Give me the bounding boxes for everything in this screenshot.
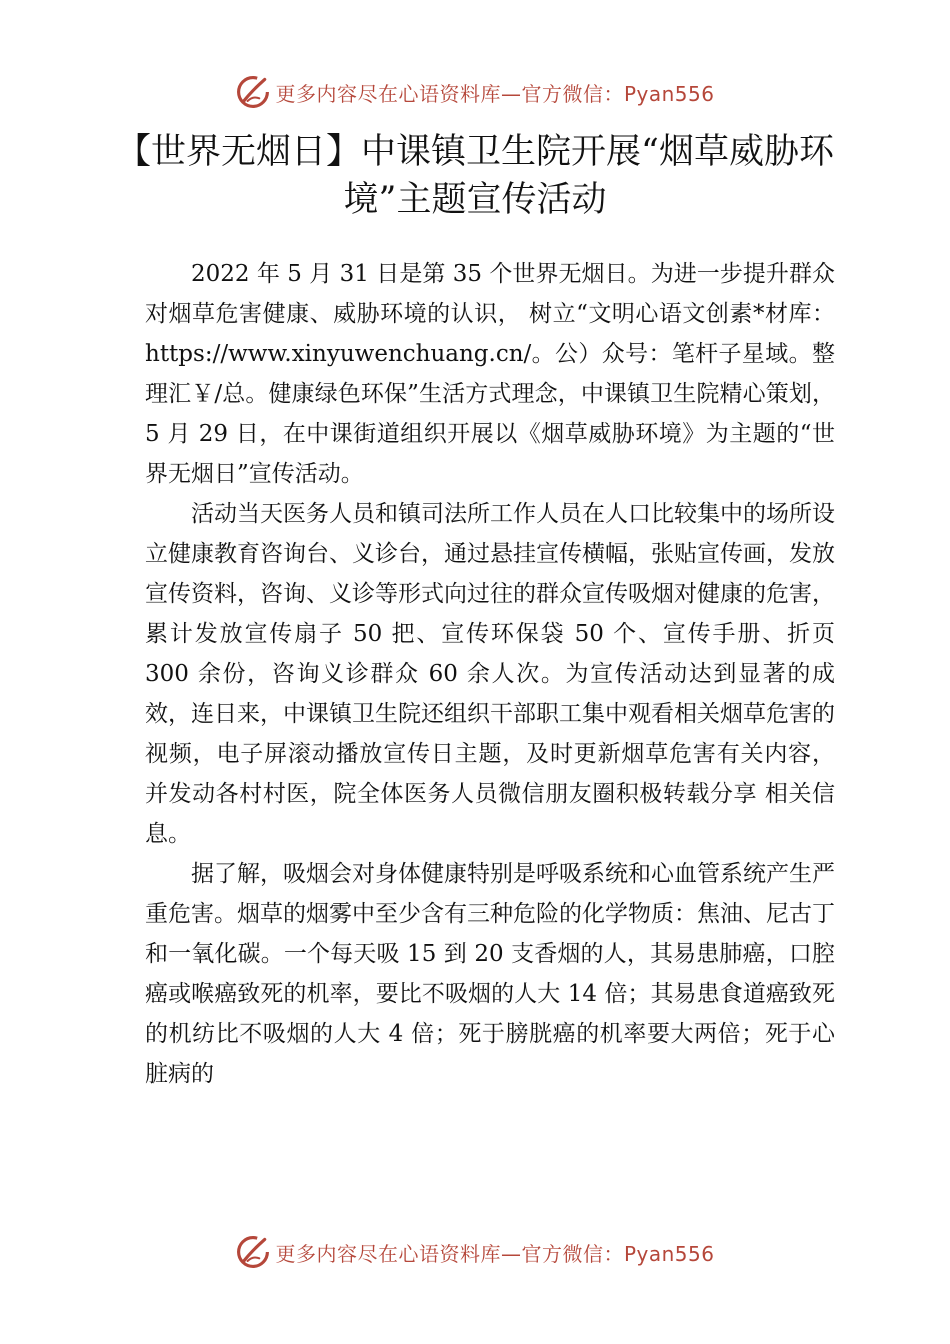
document-title: 【世界无烟日】中课镇卫生院开展“烟草威胁环境”主题宣传活动 xyxy=(116,132,834,220)
brush-circle-logo-icon xyxy=(235,74,271,110)
paragraph-2: 活动当天医务人员和镇司法所工作人员在人口比较集中的场所设立健康教育咨询台、义诊台，通过悬挂宣传横幅，张贴宣传画，发放宣传资料，咨询、义诊等形式向过往的群众宣传吸烟对健康的危害，累计发放宣传扇子 50 把、宣传环保袋 50 个、宣传手册、折页 300 余份，咨询义诊群众 60 余人次。为宣传活动达到显著的成效，连日来，中课镇卫生院还组织干部职工集中观看相关烟草危害的视频，电子屏滚动播放宣传日主题，及时更新烟草危害有关内容， 并发动各村村医，院全体医务人员微信朋友圈积极转载分享 相关信息。 xyxy=(145,501,835,847)
footer-banner-text: 更多内容尽在心语资料库—官方微信：Pyan556 xyxy=(275,1241,715,1266)
document-body xyxy=(145,254,835,1094)
header-banner-text: 更多内容尽在心语资料库—官方微信：Pyan556 xyxy=(275,81,715,106)
brush-circle-logo-icon xyxy=(235,1234,271,1270)
footer-banner xyxy=(0,1232,950,1272)
paragraph-3: 据了解，吸烟会对身体健康特别是呼吸系统和心血管系统产生严重危害。烟草的烟雾中至少含有三种危险的化学物质：焦油、尼古丁和一氧化碳。一个每天吸 15 到 20 支香烟的人，其易患肺癌，口腔癌或喉癌致死的机率，要比不吸烟的人大 14 倍；其易患食道癌致死的机纺比不吸烟的人大 4 倍；死于膀胱癌的机率要大两倍；死于心脏病的 xyxy=(145,861,835,1087)
paragraph-1: 2022 年 5 月 31 日是第 35 个世界无烟日。为进一步提升群众对烟草危害健康、威胁环境的认识， 树立“文明心语文创素*材库：https://www.xinyuwenchuang.cn/。公）众号：笔杆子星域。整理汇￥/总。健康绿色环保”生活方式理念，中课镇卫生院精心策划，5 月 29 日，在中课街道组织开展以《烟草威胁环境》为主题的“世界无烟日”宣传活动。 xyxy=(145,261,835,487)
header-banner xyxy=(0,72,950,112)
